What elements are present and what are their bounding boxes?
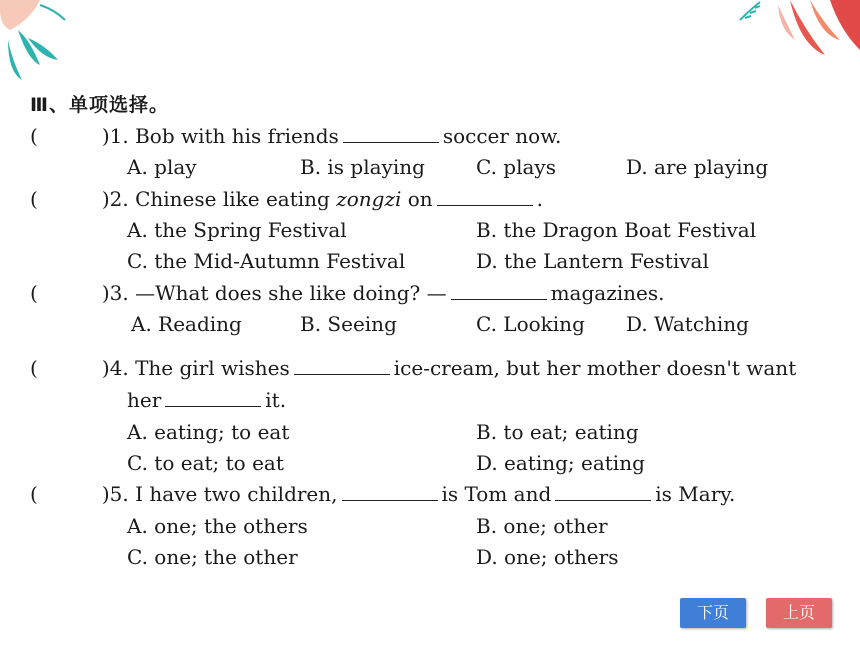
question-2: ( )2. Chinese like eating zongzi on . — [30, 187, 544, 211]
option: C. one; the other — [127, 545, 298, 569]
option: D. the Lantern Festival — [476, 249, 709, 273]
leaf-decoration-left — [0, 0, 80, 90]
leaf-decoration-right — [730, 0, 860, 70]
option: C. plays — [476, 155, 556, 179]
option: A. play — [127, 155, 197, 179]
section-title: Ⅲ、单项选择。 — [30, 94, 169, 116]
previous-page-button[interactable]: 上页 — [766, 598, 832, 628]
question-4-continued: her it. — [127, 388, 287, 412]
question-5: ( )5. I have two children, is Tom and is Mary. — [30, 482, 736, 506]
option: B. to eat; eating — [476, 420, 639, 444]
option: A. eating; to eat — [127, 420, 290, 444]
option: B. Seeing — [300, 312, 397, 336]
option: D. are playing — [626, 155, 769, 179]
option: D. Watching — [626, 312, 749, 336]
option: B. the Dragon Boat Festival — [476, 218, 757, 242]
option: D. eating; eating — [476, 451, 645, 475]
option: A. Reading — [131, 312, 242, 336]
option: A. one; the others — [127, 514, 308, 538]
option: D. one; others — [476, 545, 619, 569]
option: B. is playing — [300, 155, 425, 179]
option: C. to eat; to eat — [127, 451, 284, 475]
next-page-button[interactable]: 下页 — [680, 598, 746, 628]
question-1: ( )1. Bob with his friends soccer now. — [30, 124, 562, 148]
option: C. Looking — [476, 312, 585, 336]
question-4: ( )4. The girl wishes ice-cream, but her mother doesn't want — [30, 356, 797, 380]
option: B. one; other — [476, 514, 608, 538]
option: A. the Spring Festival — [127, 218, 347, 242]
option: C. the Mid-Autumn Festival — [127, 249, 406, 273]
question-3: ( )3. —What does she like doing? — magazines. — [30, 281, 665, 305]
